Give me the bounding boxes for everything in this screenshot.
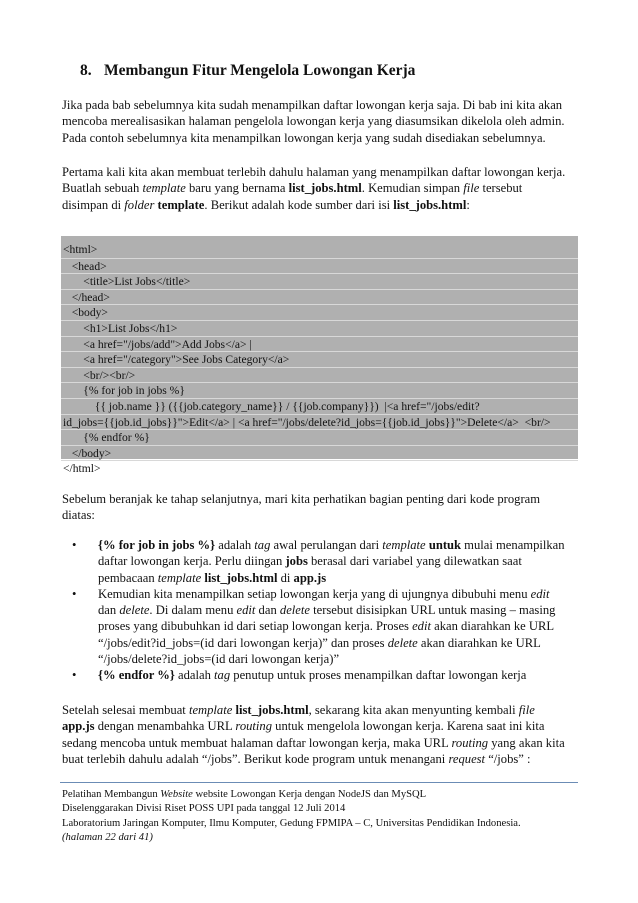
para3-line-1: Sebelum beranjak ke tahap selanjutnya, mari kita perhatikan bagian penting dari kode program [62, 492, 541, 506]
section-title: Membangun Fitur Mengelola Lowongan Kerja [104, 62, 416, 79]
code-line: <head> [61, 258, 578, 274]
code-line: <a href="/category">See Jobs Category</a> [61, 351, 578, 367]
intro-paragraph [62, 97, 578, 146]
code-line: {{ job.name }} ({{job.category_name}} / {{job.company}}) |<a href="/jobs/edit? [61, 398, 578, 414]
paragraph-4 [62, 702, 578, 767]
list-item: • {% for job in jobs %} adalah tag awal perulangan dari template untuk mulai menampilkan daftar lowongan kerja. Perlu diingan jobs berasal dari variabel yang dilewatkan saat pembacaan template list_jobs.html di app.js [72, 538, 565, 585]
code-line: </body> [61, 445, 578, 461]
intro-line-1: Jika pada bab sebelumnya kita sudah menampilkan daftar lowongan kerja saja. Di bab ini kita akan [62, 98, 563, 112]
list-item: • Kemudian kita menampilkan setiap lowongan kerja yang di ujungnya dibubuhi menu edit dan delete. Di dalam menu edit dan delete tersebut disisipkan URL untuk masing – masing proses yang dibubuhkan id dari setiap lowongan kerja. Proses edit akan diarahkan ke URL “/jobs/edit?id_jobs=(id dari lowongan kerja)” dan proses delete akan diarahkan ke URL “/jobs/delete?id_jobs=(id dari lowongan kerja)” [72, 586, 556, 667]
para3-line-2: diatas: [62, 508, 95, 523]
page-number: (halaman 22 dari 41) [62, 832, 153, 844]
footer-line-2: Diselenggarakan Divisi Riset POSS UPI pada tanggal 12 Juli 2014 [62, 803, 346, 815]
para4-line-4: buat terlebih dahulu adalah “/jobs”. Berikut kode program untuk menangani request “/jobs” : [62, 751, 531, 766]
code-line: {% endfor %} [61, 429, 578, 445]
para4-line-2: app.js dengan menambahka URL routing untuk mengelola lowongan kerja. Karena saat ini kita [62, 719, 545, 734]
para2-line-1: Pertama kali kita akan membuat terlebih dahulu halaman yang menampilkan daftar lowongan kerja. [62, 165, 566, 179]
footer-line-3: Laboratorium Jaringan Komputer, Ilmu Komputer, Gedung FPMIPA – C, Universitas Pendidikan Indonesia. [62, 817, 521, 829]
intro-line-2: mencoba merealisasikan halaman pengelola lowongan kerja yang diasumsikan dikelola oleh admin. [62, 114, 565, 129]
code-line: {% for job in jobs %} [61, 382, 578, 398]
code-line: <h1>List Jobs</h1> [61, 320, 578, 336]
footer-divider [60, 782, 578, 783]
paragraph-3 [62, 491, 578, 524]
bullet-marker: • [72, 538, 77, 552]
bullet-marker: • [72, 586, 77, 601]
bullet-list [62, 537, 582, 684]
code-line: </head> [61, 289, 578, 305]
code-line: </html> [61, 460, 578, 476]
code-line: <html> [63, 243, 98, 256]
code-block [61, 236, 578, 476]
code-line: <title>List Jobs</title> [61, 273, 578, 289]
code-line: id_jobs={{job.id_jobs}}">Edit</a> | <a href="/jobs/delete?id_jobs={{job.id_jobs}}">Delete</a> <br/> [61, 414, 578, 430]
footer-line-1: Pelatihan Membangun Website website Lowongan Kerja dengan NodeJS dan MySQL [62, 789, 427, 800]
para2-line-3: disimpan di folder template. Berikut adalah kode sumber dari isi list_jobs.html: [62, 197, 470, 212]
para4-line-3: sedang mencoba untuk membuat halaman daftar lowongan kerja, maka URL routing yang akan kita [62, 735, 565, 750]
bullet-marker: • [72, 668, 77, 683]
code-line: <br/><br/> [61, 367, 578, 383]
section-heading [80, 62, 415, 80]
code-line: <a href="/jobs/add">Add Jobs</a> | [61, 336, 578, 352]
intro-line-3: Pada contoh sebelumnya kita menampilkan lowongan kerja yang sudah disediakan sebelumnya. [62, 130, 546, 145]
para4-line-1: Setelah selesai membuat template list_jobs.html, sekarang kita akan menyunting kembali file [62, 703, 535, 717]
list-item: • {% endfor %} adalah tag penutup untuk proses menampilkan daftar lowongan kerja [72, 668, 527, 683]
para2-line-2: Buatlah sebuah template baru yang bernama list_jobs.html. Kemudian simpan file tersebut [62, 181, 523, 196]
paragraph-2 [62, 164, 578, 213]
section-number: 8. [80, 62, 92, 79]
code-line: <body> [61, 304, 578, 320]
page-footer [62, 788, 582, 846]
